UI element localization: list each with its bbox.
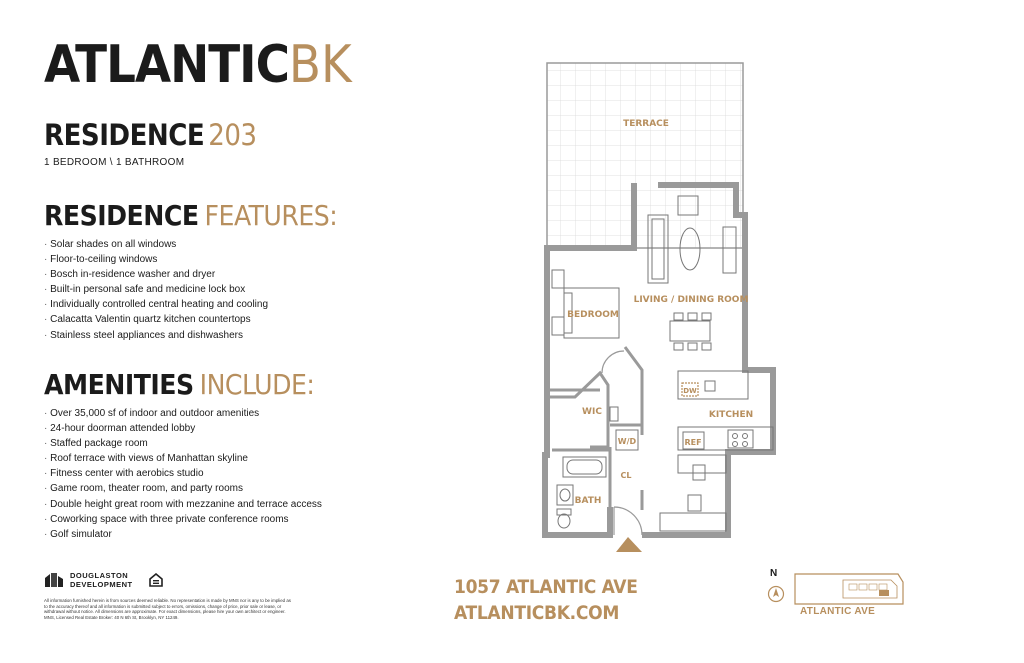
features-list	[44, 237, 268, 343]
room-label-wic: WIC	[582, 407, 602, 417]
amenities-heading	[44, 368, 314, 402]
amenity-item: · Fitness center with aerobics studio	[44, 466, 322, 481]
entry-door	[614, 507, 642, 535]
bath-fixtures	[557, 457, 606, 528]
entry-marker-icon	[616, 537, 642, 552]
room-label-terrace: TERRACE	[623, 119, 669, 129]
terrace-area	[547, 63, 743, 248]
room-label-living: LIVING / DINING ROOM	[633, 295, 749, 305]
residence-title	[44, 118, 257, 152]
amenities-heading-bold: AMENITIES	[44, 368, 194, 401]
brand-logo	[44, 36, 352, 94]
developer-name-line1: DOUGLASTON	[70, 571, 129, 580]
building-address: 1057 ATLANTIC AVE	[454, 576, 638, 598]
amenity-item: · Roof terrace with views of Manhattan skyline	[44, 451, 322, 466]
amenity-item: · Game room, theater room, and party rooms	[44, 481, 322, 496]
website-link[interactable]: ATLANTICBK.COM	[454, 602, 620, 624]
compass-icon	[767, 585, 785, 603]
feature-item: · Solar shades on all windows	[44, 237, 268, 252]
bedroom-furniture	[552, 270, 619, 338]
brand-accent: BK	[288, 35, 352, 95]
amenity-item: · Coworking space with three private conference rooms	[44, 512, 322, 527]
feature-item: · Stainless steel appliances and dishwashers	[44, 328, 268, 343]
appliance-label-ref: REF	[684, 438, 702, 447]
feature-item: · Floor-to-ceiling windows	[44, 252, 268, 267]
equal-housing-icon	[149, 573, 163, 587]
features-heading-light: FEATURES:	[204, 199, 338, 232]
developer-name-line2: DEVELOPMENT	[70, 580, 133, 589]
street-label: ATLANTIC AVE	[800, 606, 876, 617]
unit-location-marker	[879, 590, 889, 596]
appliance-label-dw: DW	[683, 387, 697, 395]
room-label-wd: W/D	[617, 437, 637, 446]
feature-item: · Bosch in-residence washer and dryer	[44, 267, 268, 282]
developer-name	[70, 571, 133, 589]
room-label-bedroom: BEDROOM	[567, 310, 619, 320]
residence-title-label: RESIDENCE	[44, 118, 205, 152]
room-label-bath: BATH	[574, 496, 602, 506]
amenity-item: · Golf simulator	[44, 527, 322, 542]
key-map	[793, 570, 908, 610]
developer-logo	[44, 571, 163, 589]
room-label-kitchen: KITCHEN	[708, 410, 754, 420]
amenities-list	[44, 406, 322, 542]
amenities-heading-light: INCLUDE:	[199, 368, 315, 401]
feature-item: · Calacatta Valentin quartz kitchen countertops	[44, 312, 268, 327]
building-logo-icon	[44, 572, 64, 588]
room-label-cl: CL	[620, 471, 632, 480]
amenity-item: · 24-hour doorman attended lobby	[44, 421, 322, 436]
floor-plan	[530, 55, 790, 555]
residence-subtitle: 1 BEDROOM \ 1 BATHROOM	[44, 157, 185, 168]
legal-disclaimer: All information furnished herein is from sources deemed reliable. No representation is made by MNS nor is any to be implied as to the accuracy thereof and all information is submitted subject to errors, omissions, change of price, prior sale or lease, or withdrawal without notice. All dimensions are approximate. For exact dimensions, please hire your own architect or engineer. MNS, Licensed Real Estate Broker: 40 N 6th St, Brooklyn, NY 11249.	[44, 598, 291, 620]
feature-item: · Individually controlled central heating and cooling	[44, 297, 268, 312]
amenity-item: · Double height great room with mezzanine and terrace access	[44, 497, 322, 512]
features-heading-bold: RESIDENCE	[44, 199, 199, 232]
features-heading	[44, 199, 337, 233]
feature-item: · Built-in personal safe and medicine lock box	[44, 282, 268, 297]
residence-number: 203	[208, 118, 257, 152]
amenity-item: · Staffed package room	[44, 436, 322, 451]
brand-main: ATLANTIC	[44, 35, 289, 95]
north-label: N	[770, 568, 778, 579]
amenity-item: · Over 35,000 sf of indoor and outdoor amenities	[44, 406, 322, 421]
